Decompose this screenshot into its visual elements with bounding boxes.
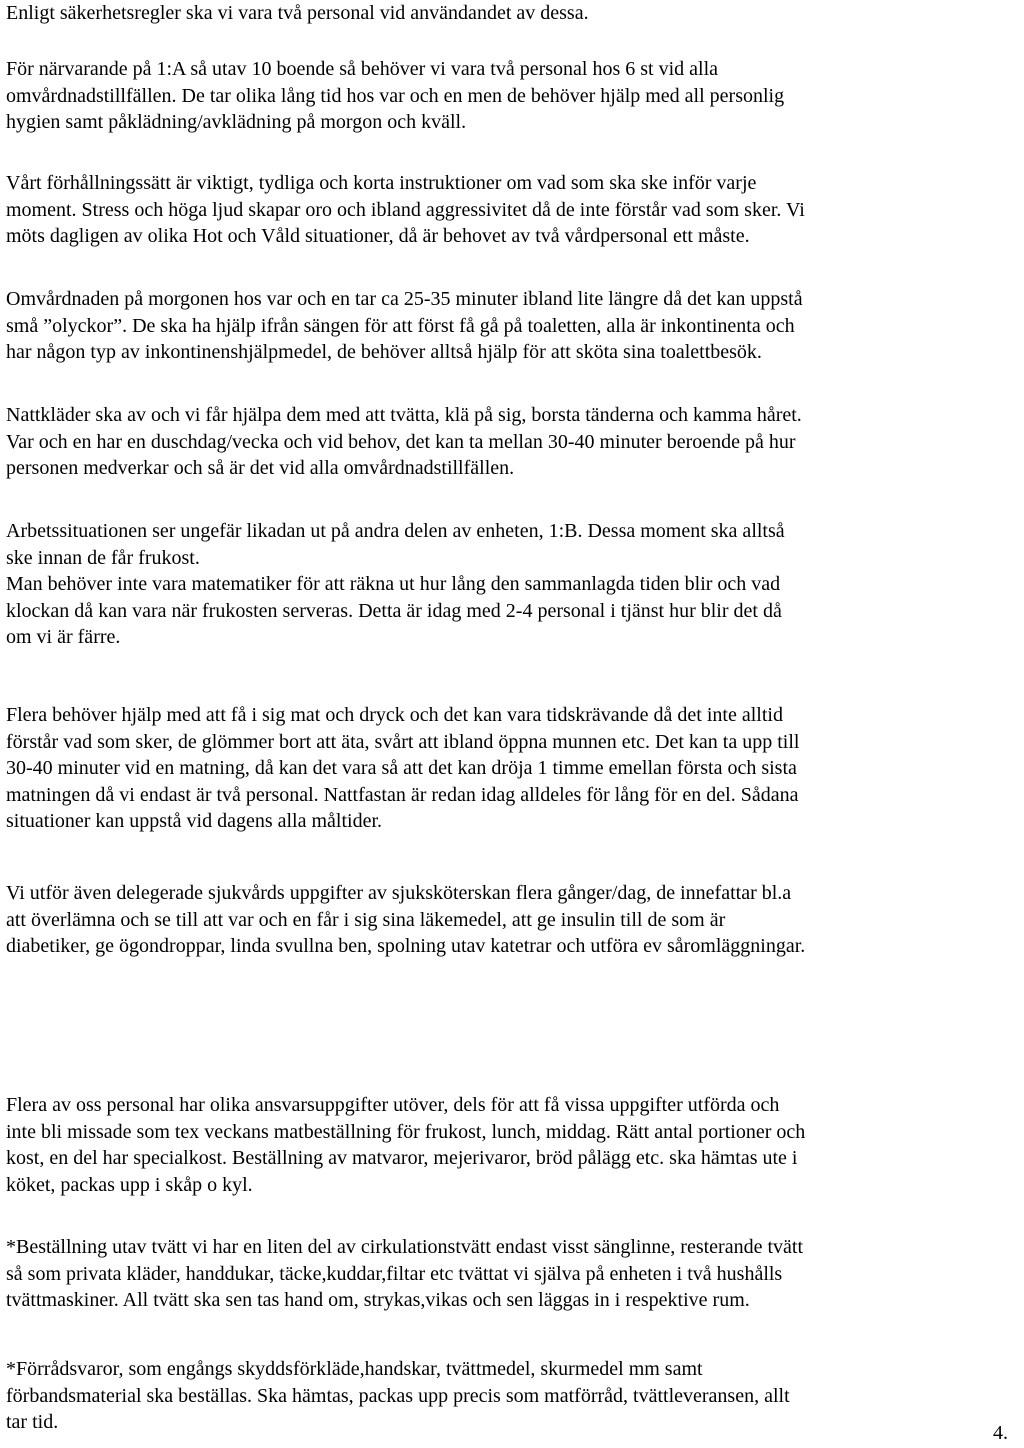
paragraph-supplies: *Förrådsvaror, som engångs skyddsförkläde,handskar, tvättmedel, skurmedel mm samt förbandsmaterial ska beställas. Ska hämtas, packas upp precis som matförråd, tvättleveransen, allt tar tid. (6, 1358, 790, 1433)
paragraph-nightclothes: Nattkläder ska av och vi får hjälpa dem med att tvätta, klä på sig, borsta tänderna och kamma håret. Var och en har en duschdag/vecka och vid behov, det kan ta mellan 30-40 minuter beroende på hur personen medverkar och så är det vid alla omvårdnadstillfällen. (6, 404, 802, 479)
paragraph-approach: Vårt förhållningssätt är viktigt, tydliga och korta instruktioner om vad som ska ske inför varje moment. Stress och höga ljud skapar oro och ibland aggressivitet då de inte förstår vad som sker. Vi möts dagligen av olika Hot och Våld situationer, då är behovet av två vårdpersonal ett måste. (6, 172, 805, 247)
paragraph-feeding: Flera behöver hjälp med att få i sig mat och dryck och det kan vara tidskrävande då det inte alltid förstår vad som sker, de glömmer bort att äta, svårt att ibland öppna munnen etc. Det kan ta upp till 30-40 minuter vid en matning, då kan det vara så att det kan dröja 1 timme emellan första och sista matningen då vi endast är två personal. Nattfastan är redan idag alldeles för lång för en del. Sådana situationer kan uppstå vid dagens alla måltider. (6, 704, 800, 832)
page-number: 4. (993, 1422, 1008, 1444)
paragraph-laundry: *Beställning utav tvätt vi har en liten del av cirkulationstvätt endast visst sänglinne, resterande tvätt så som privata kläder, handdukar, täcke,kuddar,filtar etc tvättat vi själva på enheten i två hushålls tvättmaskiner. All tvätt ska sen tas hand om, strykas,vikas och sen läggas in i respektive rum. (6, 1236, 804, 1311)
paragraph-responsibilities: Flera av oss personal har olika ansvarsuppgifter utöver, dels för att få vissa uppgifter utförda och inte bli missade som tex veckans matbeställning för frukost, lunch, middag. Rätt antal portioner och kost, en del har specialkost. Beställning av matvaror, mejerivaror, bröd pålägg etc. ska hämtas ute i köket, packas upp i skåp o kyl. (6, 1094, 806, 1196)
paragraph-safety-rules: Enligt säkerhetsregler ska vi vara två personal vid användandet av dessa. (6, 2, 589, 24)
paragraph-delegated-tasks: Vi utför även delegerade sjukvårds uppgifter av sjuksköterskan flera gånger/dag, de innefattar bl.a att överlämna och se till att var och en får i sig sina läkemedel, att ge insulin till de som är diabetiker, ge ögondroppar, linda svullna ben, spolning utav katetrar och utföra ev såromläggningar. (6, 882, 806, 957)
paragraph-current-staffing: För närvarande på 1:A så utav 10 boende så behöver vi vara två personal hos 6 st vid alla omvårdnadstillfällen. De tar olika lång tid hos var och en men de behöver hjälp med all personlig hygien samt påklädning/avklädning på morgon och kväll. (6, 58, 785, 133)
paragraph-work-situation: Arbetssituationen ser ungefär likadan ut på andra delen av enheten, 1:B. Dessa moment ska alltså ske innan de får frukost. Man behöver inte vara matematiker för att räkna ut hur lång den sammanlagda tiden blir och vad klockan då kan vara när frukosten serveras. Detta är idag med 2-4 personal i tjänst hur blir det då om vi är färre. (6, 520, 785, 648)
paragraph-morning-care: Omvårdnaden på morgonen hos var och en tar ca 25-35 minuter ibland lite längre då det kan uppstå små ”olyckor”. De ska ha hjälp ifrån sängen för att först få gå på toaletten, alla är inkontinenta och har någon typ av inkontinenshjälpmedel, de behöver alltså hjälp för att sköta sina toalettbesök. (6, 288, 803, 363)
